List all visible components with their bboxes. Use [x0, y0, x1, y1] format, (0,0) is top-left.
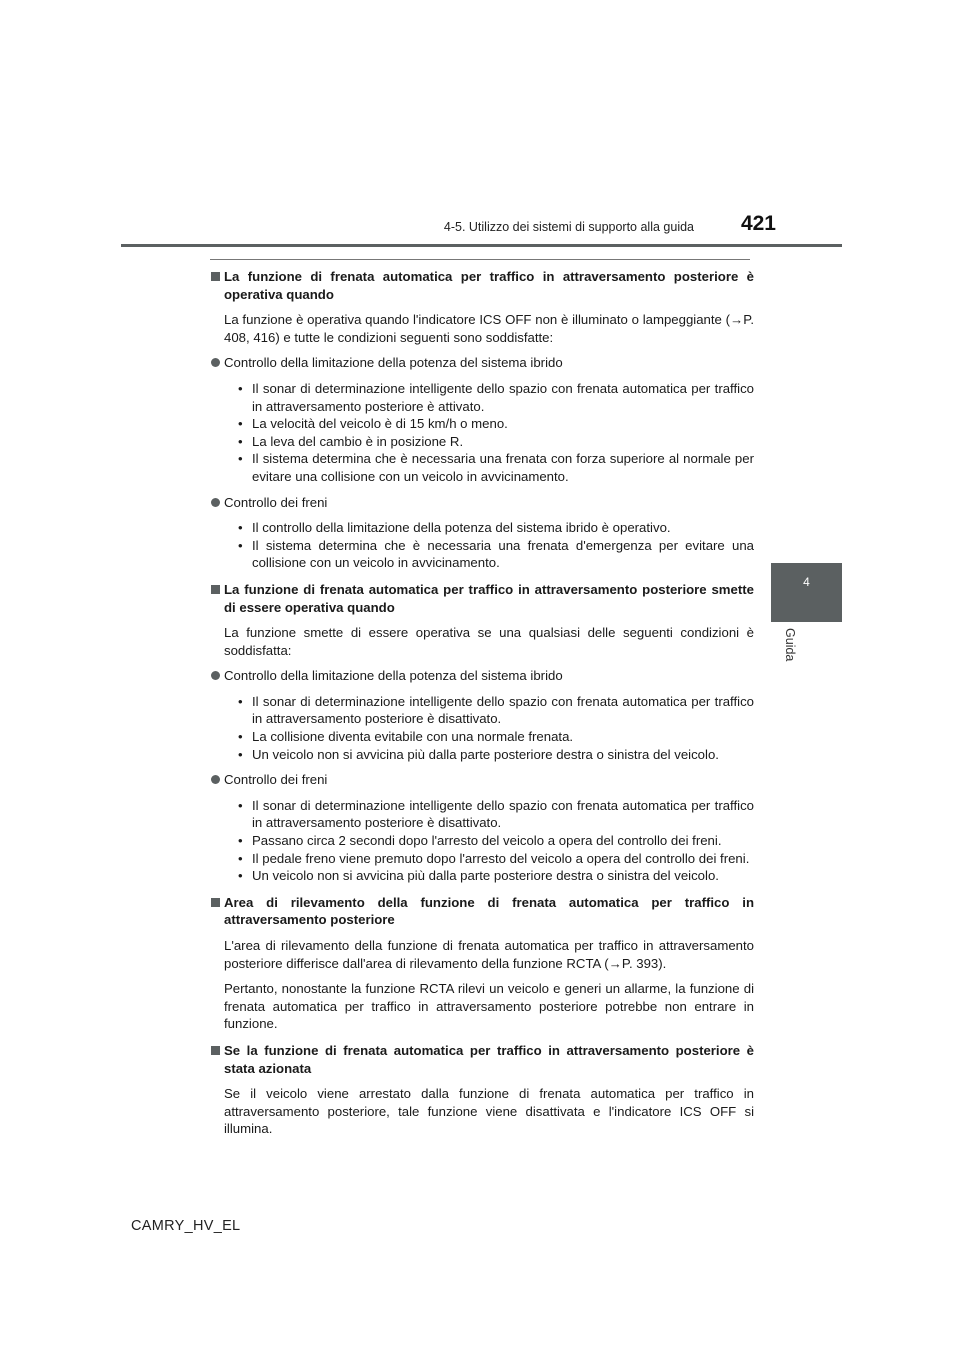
- square-bullet-icon: [211, 1046, 220, 1055]
- section-paragraph: La funzione smette di essere operativa se una qualsiasi delle seguenti condizioni è soddisfatta:: [224, 625, 754, 658]
- chapter-number: 4: [803, 575, 810, 589]
- section-title: La funzione di frenata automatica per traffico in attraversamento posteriore smette di essere operativa quando: [210, 581, 754, 616]
- bullet-list: [210, 693, 754, 763]
- section-paragraph: La funzione è operativa quando l'indicatore ICS OFF non è illuminato o lampeggiante (→P. 408, 416) e tutte le condizioni seguenti sono soddisfatte:: [224, 312, 754, 345]
- list-item: • La leva del cambio è in posizione R.: [238, 433, 464, 449]
- manual-code: CAMRY_HV_EL: [131, 1218, 241, 1234]
- content-rule: [210, 259, 750, 260]
- sub-heading: Controllo della limitazione della potenza del sistema ibrido: [210, 667, 754, 685]
- list-item: • Passano circa 2 secondi dopo l'arresto del veicolo a opera del controllo dei freni.: [238, 833, 722, 849]
- circle-bullet-icon: [211, 358, 220, 367]
- section: [210, 894, 754, 1033]
- chapter-tab: [771, 563, 842, 622]
- section: [210, 581, 754, 885]
- section-title: La funzione di frenata automatica per traffico in attraversamento posteriore è operativa quando: [210, 268, 754, 303]
- sub-heading: Controllo dei freni: [210, 771, 754, 789]
- sub-heading: Controllo dei freni: [210, 494, 754, 512]
- square-bullet-icon: [211, 585, 220, 594]
- section: [210, 268, 754, 572]
- bullet-list: [210, 380, 754, 486]
- section-paragraph: Pertanto, nonostante la funzione RCTA rilevi un veicolo e generi un allarme, la funzione di frenata automatica per traffico in attraversamento posteriore potrebbe non entrare in funzione.: [224, 981, 754, 1032]
- circle-bullet-icon: [211, 498, 220, 507]
- list-item: • Il sistema determina che è necessaria una frenata d'emergenza per evitare una collisione con un veicolo in avvicinamento.: [238, 537, 754, 571]
- list-item: • La velocità del veicolo è di 15 km/h o meno.: [238, 416, 508, 432]
- list-item: • Il pedale freno viene premuto dopo l'arresto del veicolo a opera del controllo dei freni.: [238, 850, 750, 866]
- section-paragraph: L'area di rilevamento della funzione di frenata automatica per traffico in attraversamento posteriore differisce dall'area di rilevamento della funzione RCTA (→P. 393).: [224, 938, 754, 971]
- section-title: Se la funzione di frenata automatica per traffico in attraversamento posteriore è stata azionata: [210, 1042, 754, 1077]
- list-item: • Il sonar di determinazione intelligente dello spazio con frenata automatica per traffico in attraversamento posteriore è disattivato.: [238, 797, 754, 831]
- list-item: • Un veicolo non si avvicina più dalla parte posteriore destra o sinistra del veicolo.: [238, 746, 719, 762]
- bullet-list: [210, 519, 754, 572]
- running-header: 4-5. Utilizzo dei sistemi di supporto alla guida: [443, 220, 694, 234]
- list-item: • Il sistema determina che è necessaria una frenata con forza superiore al normale per evitare una collisione con un veicolo in avvicinamento.: [238, 451, 754, 484]
- section: [210, 1042, 754, 1138]
- header-rule: [121, 244, 842, 247]
- section-title: Area di rilevamento della funzione di frenata automatica per traffico in attraversamento posteriore: [210, 894, 754, 929]
- section-paragraph: Se il veicolo viene arrestato dalla funzione di frenata automatica per traffico in attraversamento posteriore, tale funzione viene disattivata e l'indicatore ICS OFF si illumina.: [224, 1086, 754, 1137]
- bullet-list: [210, 797, 754, 885]
- circle-bullet-icon: [211, 671, 220, 680]
- chapter-name: Guida: [783, 628, 797, 662]
- list-item: • Un veicolo non si avvicina più dalla parte posteriore destra o sinistra del veicolo.: [238, 868, 719, 884]
- page-number: 421: [740, 212, 776, 235]
- sub-heading: Controllo della limitazione della potenza del sistema ibrido: [210, 354, 754, 372]
- list-item: • La collisione diventa evitabile con una normale frenata.: [238, 729, 574, 745]
- list-item: • Il sonar di determinazione intelligente dello spazio con frenata automatica per traffico in attraversamento posteriore è attivato.: [238, 380, 754, 414]
- circle-bullet-icon: [211, 775, 220, 784]
- list-item: • Il sonar di determinazione intelligente dello spazio con frenata automatica per traffico in attraversamento posteriore è disattivato.: [238, 693, 754, 727]
- square-bullet-icon: [211, 898, 220, 907]
- page-content: [210, 268, 754, 1138]
- list-item: • Il controllo della limitazione della potenza del sistema ibrido è operativo.: [238, 520, 671, 536]
- square-bullet-icon: [211, 272, 220, 281]
